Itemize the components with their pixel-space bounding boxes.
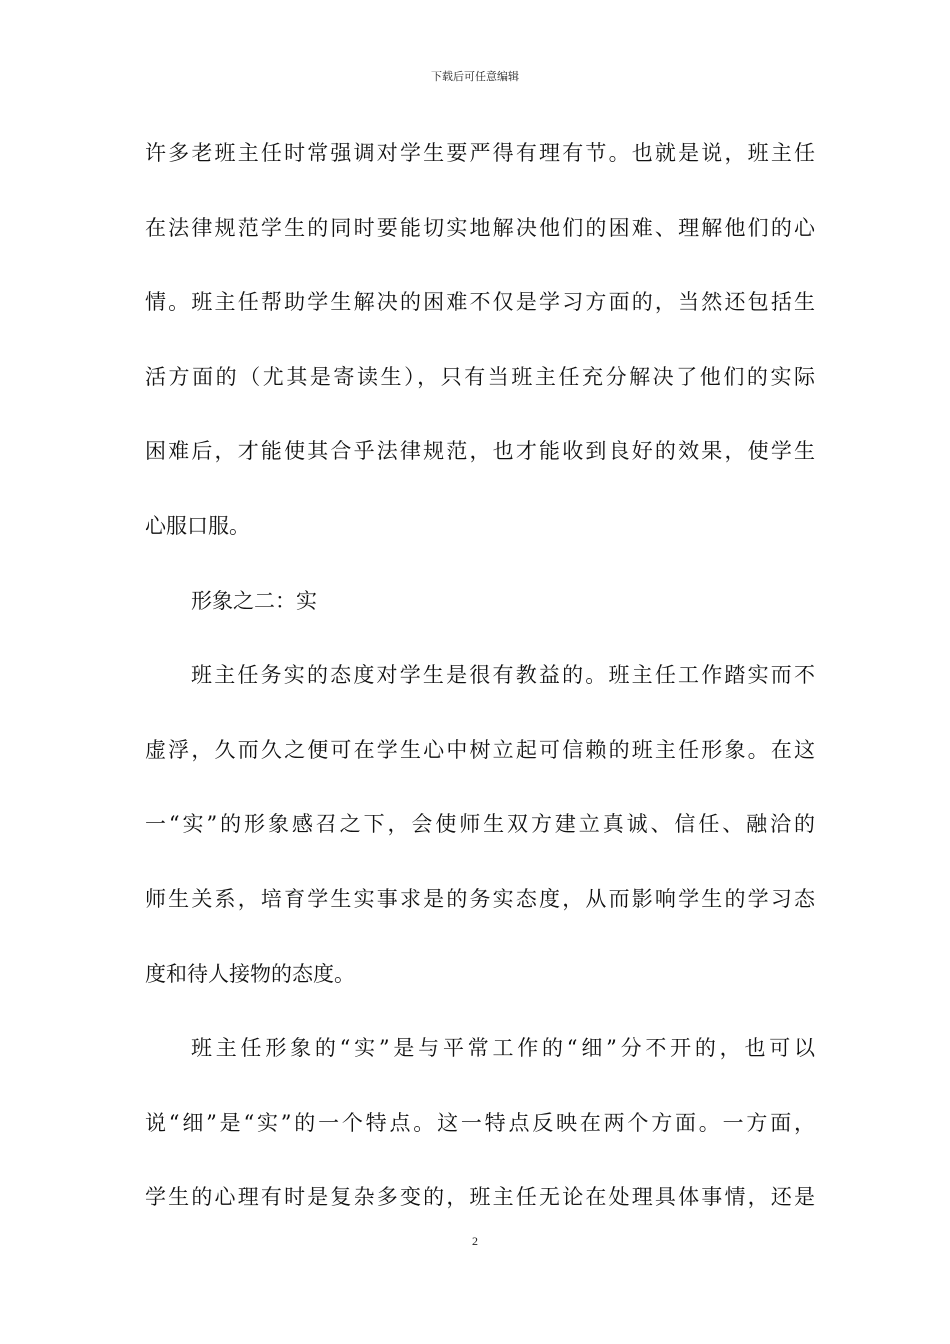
text-line: 师生关系，培育学生实事求是的务实态度，从而影响学生的学习态 [145,886,815,911]
text-line: 说“细”是“实”的一个特点。这一特点反映在两个方面。一方面， [145,1110,815,1135]
text-line: 虚浮，久而久之便可在学生心中树立起可信赖的班主任形象。在这 [145,737,815,762]
document-body [145,138,815,1257]
text-line: 许多老班主任时常强调对学生要严得有理有节。也就是说，班主任 [145,141,815,165]
text-line: 困难后，才能使其合乎法律规范，也才能收到良好的效果，使学生 [145,439,815,464]
page-number: 2 [472,1234,478,1248]
section-heading: 形象之二：实 [191,588,317,613]
text-line: 度和待人接物的态度。 [145,961,355,986]
page-header: 下载后可任意编辑 [431,70,519,83]
text-line: 心服口服。 [145,513,250,538]
text-line: 情。班主任帮助学生解决的困难不仅是学习方面的，当然还包括生 [145,290,815,315]
text-line: 学生的心理有时是复杂多变的，班主任无论在处理具体事情，还是 [145,1185,815,1210]
text-line: 活方面的（尤其是寄读生），只有当班主任充分解决了他们的实际 [145,364,815,389]
text-line: 一“实”的形象感召之下，会使师生双方建立真诚、信任、融洽的 [145,812,815,837]
text-line: 在法律规范学生的同时要能切实地解决他们的困难、理解他们的心 [145,215,815,240]
text-line: 班主任形象的“实”是与平常工作的“细”分不开的，也可以 [191,1036,815,1061]
text-line: 班主任务实的态度对学生是很有教益的。班主任工作踏实而不 [191,663,815,688]
